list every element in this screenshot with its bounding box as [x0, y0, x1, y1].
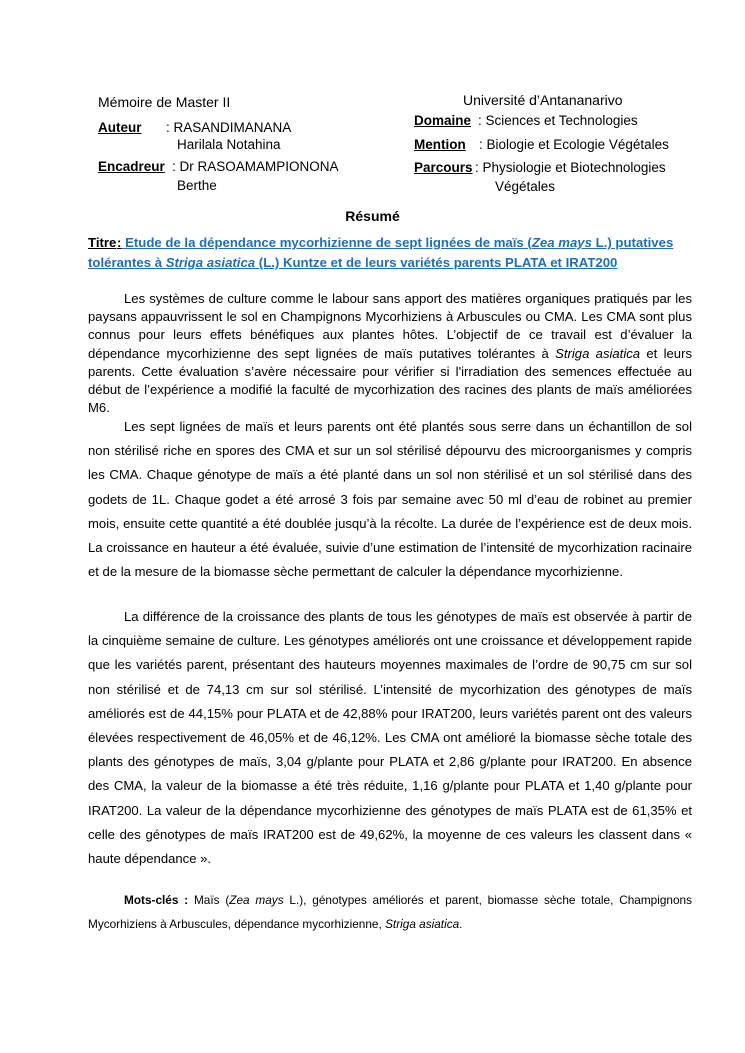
paragraph-3-text: La différence de la croissance des plants de tous les génotypes de maïs est observée à partir de la cinquième semaine de culture. Les génotypes améliorés ont une croissance et développement rapide que les variétés parent, présentant des hauteurs moyennes maximales de l’ordre de 90,75 cm sur sol non stérilisé et de 74,13 cm sur sol stérilisé. L’intensité de mycorhization des génotypes de maïs améliorés est de 44,15% pour PLATA et de 42,88% pour IRAT200, leurs variétés parent ont des valeurs élevées respectivement de 46,05% et de 46,12%. Les CMA ont amélioré la biomasse sèche totale des plants des génotypes de maïs, 3,04 g/plante pour PLATA et 2,86 g/plante pour IRAT200. En absence des CMA, la valeur de la biomasse a été très réduite, 1,16 g/plante pour PLATA et 1,40 g/plante pour IRAT200. La valeur de la dépendance mycorhizienne des génotypes de maïs PLATA est de 61,35% et celle des génotypes de maïs IRAT200 est de 49,62%, la moyenne de ces valeurs les classent dans « haute dépendance ».: [88, 609, 692, 867]
supervisor-line2: Berthe: [177, 178, 217, 193]
title-separator: :: [117, 235, 122, 250]
abstract-paragraph-2: [88, 415, 692, 584]
supervisor-label: Encadreur: [98, 159, 165, 174]
title-species-2: Striga asiatica: [165, 255, 256, 270]
title-species-1: Zea mays: [531, 235, 592, 250]
domain-label: Domaine: [414, 113, 472, 128]
keywords-text-2: L.), génotypes améliorés et parent, biomasse sèche totale, Champignons Mycorhiziens à Arbuscules, dépendance mycorhizienne,: [88, 893, 692, 931]
track-line1: : Physiologie et Biotechnologies: [475, 160, 666, 175]
domain-value: : Sciences et Technologies: [478, 113, 638, 128]
title-text-part3: (L.) Kuntze et de leurs variétés parents PLATA et IRAT200: [255, 255, 618, 270]
paragraph-1-text-a: Les systèmes de culture comme le labour sans apport des matières organiques pratiqués par les paysans appauvrissent le sol en Champignons Mycorhiziens à Arbuscules ou CMA. Les CMA sont plus connus pour leurs effets bénéfiques aux plantes hôtes. L’objectif de ce travail est d’évaluer la dépendance mycorhizienne des sept lignées de maïs putatives tolérantes à: [88, 291, 692, 361]
keywords-species-2: Striga asiatica: [385, 917, 460, 931]
paragraph-1-species: Striga asiatica: [555, 345, 641, 361]
track-line2: Végétales: [495, 179, 556, 194]
resume-heading: Résumé: [345, 208, 400, 224]
paragraph-2-text: Les sept lignées de maïs et leurs parents ont été plantés sous serre dans un échantillon de sol non stérilisé riche en spores des CMA et sur un sol stérilisé dépourvu des microorganismes y compris les CMA. Chaque génotype de maïs a été planté dans un sol non stérilisé et un sol stérilisé dans des godets de 1L. Chaque godet a été arrosé 3 fois par semaine avec 50 ml d’eau de robinet au premier mois, ensuite cette quantité a été doublée jusqu’à la récolte. La durée de l’expérience est de deux mois. La croissance en hauteur a été évaluée, suivie d’une estimation de l’intensité de mycorhization racinaire et de la mesure de la biomasse sèche permettant de calculer la dépendance mycorhizienne.: [88, 419, 692, 580]
mention-value: : Biologie et Ecologie Végétales: [479, 137, 669, 152]
keywords-species-1: Zea mays: [229, 893, 284, 907]
mention-label: Mention: [414, 137, 466, 152]
keywords: [88, 888, 692, 936]
thesis-title: [88, 233, 692, 273]
thesis-type: Mémoire de Master II: [98, 94, 231, 110]
author-name-line2: Harilala Notahina: [177, 137, 281, 152]
keywords-text-3: .: [459, 917, 463, 931]
author-label: Auteur: [98, 120, 142, 135]
keywords-text-1: Maïs (: [188, 893, 230, 907]
title-label: Titre: [88, 235, 117, 250]
university-name: Université d’Antananarivo: [463, 92, 623, 108]
paragraph-1-text-b: et leurs parents. Cette évaluation s’avère nécessaire pour vérifier si l'irradiation des semences effectuée au début de l’expérience a modifié la faculté de mycorhization des racines des plants de maïs améliorées M6.: [88, 345, 692, 416]
keywords-label: Mots-clés :: [124, 893, 189, 907]
supervisor-line1: : Dr RASOAMAMPIONONA: [172, 159, 339, 174]
title-text-part1: Etude de la dépendance mycorhizienne de sept lignées de maïs (: [121, 235, 532, 250]
abstract-paragraph-1: [88, 290, 692, 417]
title-text-part2: L.) putatives tolérantes à: [88, 235, 674, 270]
track-label: Parcours: [414, 160, 473, 175]
author-name-line1: : RASANDIMANANA: [166, 120, 292, 135]
abstract-paragraph-3: [88, 605, 692, 871]
